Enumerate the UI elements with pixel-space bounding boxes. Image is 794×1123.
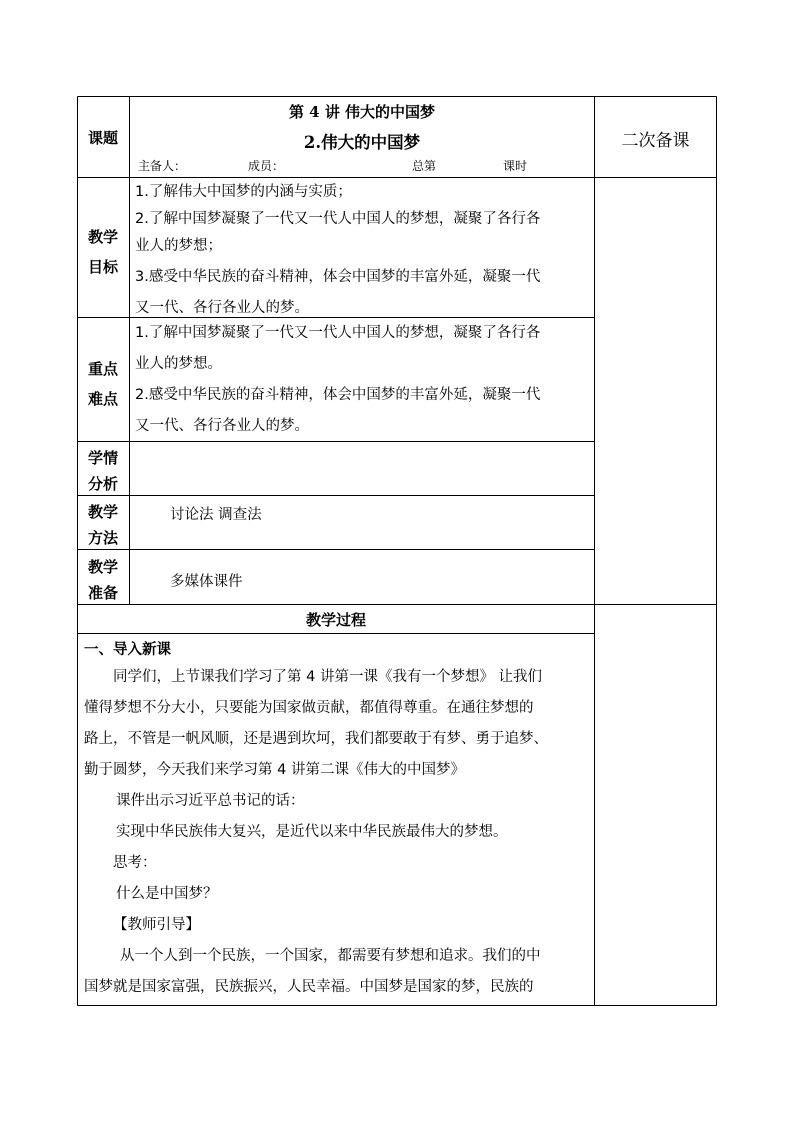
process-line: 同学们，上节课我们学习了第 4 讲第一课《我有一个梦想》 让我们 — [113, 669, 543, 685]
goals-text — [135, 177, 540, 323]
lesson-subtitle: 2.伟大的中国梦 — [303, 133, 421, 152]
process-line: 课件出示习近平总书记的话： — [116, 793, 305, 809]
goals-label — [78, 225, 128, 279]
method-label — [78, 500, 128, 550]
lesson-title: 第 4 讲 伟大的中国梦 — [288, 103, 436, 121]
process-line: 实现中华民族伟大复兴，是近代以来中华民族最伟大的梦想。 — [116, 824, 508, 840]
keypoints-label-line1: 重点 — [87, 360, 118, 378]
keypoints-label — [78, 357, 128, 411]
process-line: 思考： — [113, 855, 157, 871]
process-line: 路上，不管是一帆风顺，还是遇到坎坷，我们都要敢于有梦、勇于追梦、 — [84, 731, 548, 747]
process-line: 什么是中国梦？ — [116, 886, 218, 902]
process-body — [84, 662, 548, 1003]
goals-line: 1.了解伟大中国梦的内涵与实质； — [135, 184, 352, 200]
method-label-line1: 教学 — [87, 503, 118, 521]
goals-line: 2.了解中国梦凝聚了一代又一代人中国人的梦想，凝聚了各行各 — [135, 211, 541, 227]
process-heading: 一、导入新课 — [84, 642, 171, 658]
method-text: 讨论法 调查法 — [170, 507, 262, 523]
keypoints-line: 1.了解中国梦凝聚了一代又一代人中国人的梦想，凝聚了各行各 — [135, 325, 541, 341]
meta-period: 课时 — [503, 159, 528, 173]
analysis-label-line2: 分析 — [87, 475, 118, 493]
meta-members: 成员： — [248, 159, 285, 173]
process-line: 国梦就是国家富强，民族振兴，人民幸福。中国梦是国家的梦，民族的 — [84, 979, 534, 995]
goals-line: 又一代、各行各业人的梦。 — [135, 300, 309, 316]
process-line: 懂得梦想不分大小，只要能为国家做贡献，都值得尊重。在通往梦想的 — [84, 700, 534, 716]
process-line: 从一个人到一个民族，一个国家，都需要有梦想和追求。我们的中 — [120, 948, 541, 964]
goals-label-line1: 教学 — [87, 228, 118, 246]
method-label-line2: 方法 — [87, 529, 118, 547]
goals-label-line2: 目标 — [87, 258, 118, 276]
process-line: 勤于圆梦，今天我们来学习第 4 讲第二课《伟大的中国梦》 — [84, 762, 465, 778]
second-prep-label: 二次备课 — [621, 131, 690, 151]
analysis-label-line1: 学情 — [87, 449, 118, 467]
keypoints-line: 又一代、各行各业人的梦。 — [135, 418, 309, 434]
goals-line: 业人的梦想； — [135, 238, 222, 254]
prep-text: 多媒体课件 — [170, 574, 243, 590]
keypoints-line: 业人的梦想。 — [135, 356, 222, 372]
meta-total: 总第 — [412, 159, 437, 173]
process-title: 教学过程 — [305, 611, 366, 629]
topic-label: 课题 — [87, 129, 118, 147]
goals-line: 3.感受中华民族的奋斗精神，体会中国梦的丰富外延，凝聚一代 — [135, 269, 541, 285]
process-line: 【教师引导】 — [113, 917, 200, 933]
keypoints-text — [135, 318, 540, 442]
keypoints-line: 2.感受中华民族的奋斗精神，体会中国梦的丰富外延，凝聚一代 — [135, 387, 541, 403]
analysis-label — [78, 446, 128, 496]
meta-host: 主备人： — [138, 159, 187, 173]
prep-label-line2: 准备 — [87, 584, 118, 602]
prep-label-line1: 教学 — [87, 558, 118, 576]
prep-label — [78, 555, 128, 605]
keypoints-label-line2: 难点 — [87, 390, 118, 408]
